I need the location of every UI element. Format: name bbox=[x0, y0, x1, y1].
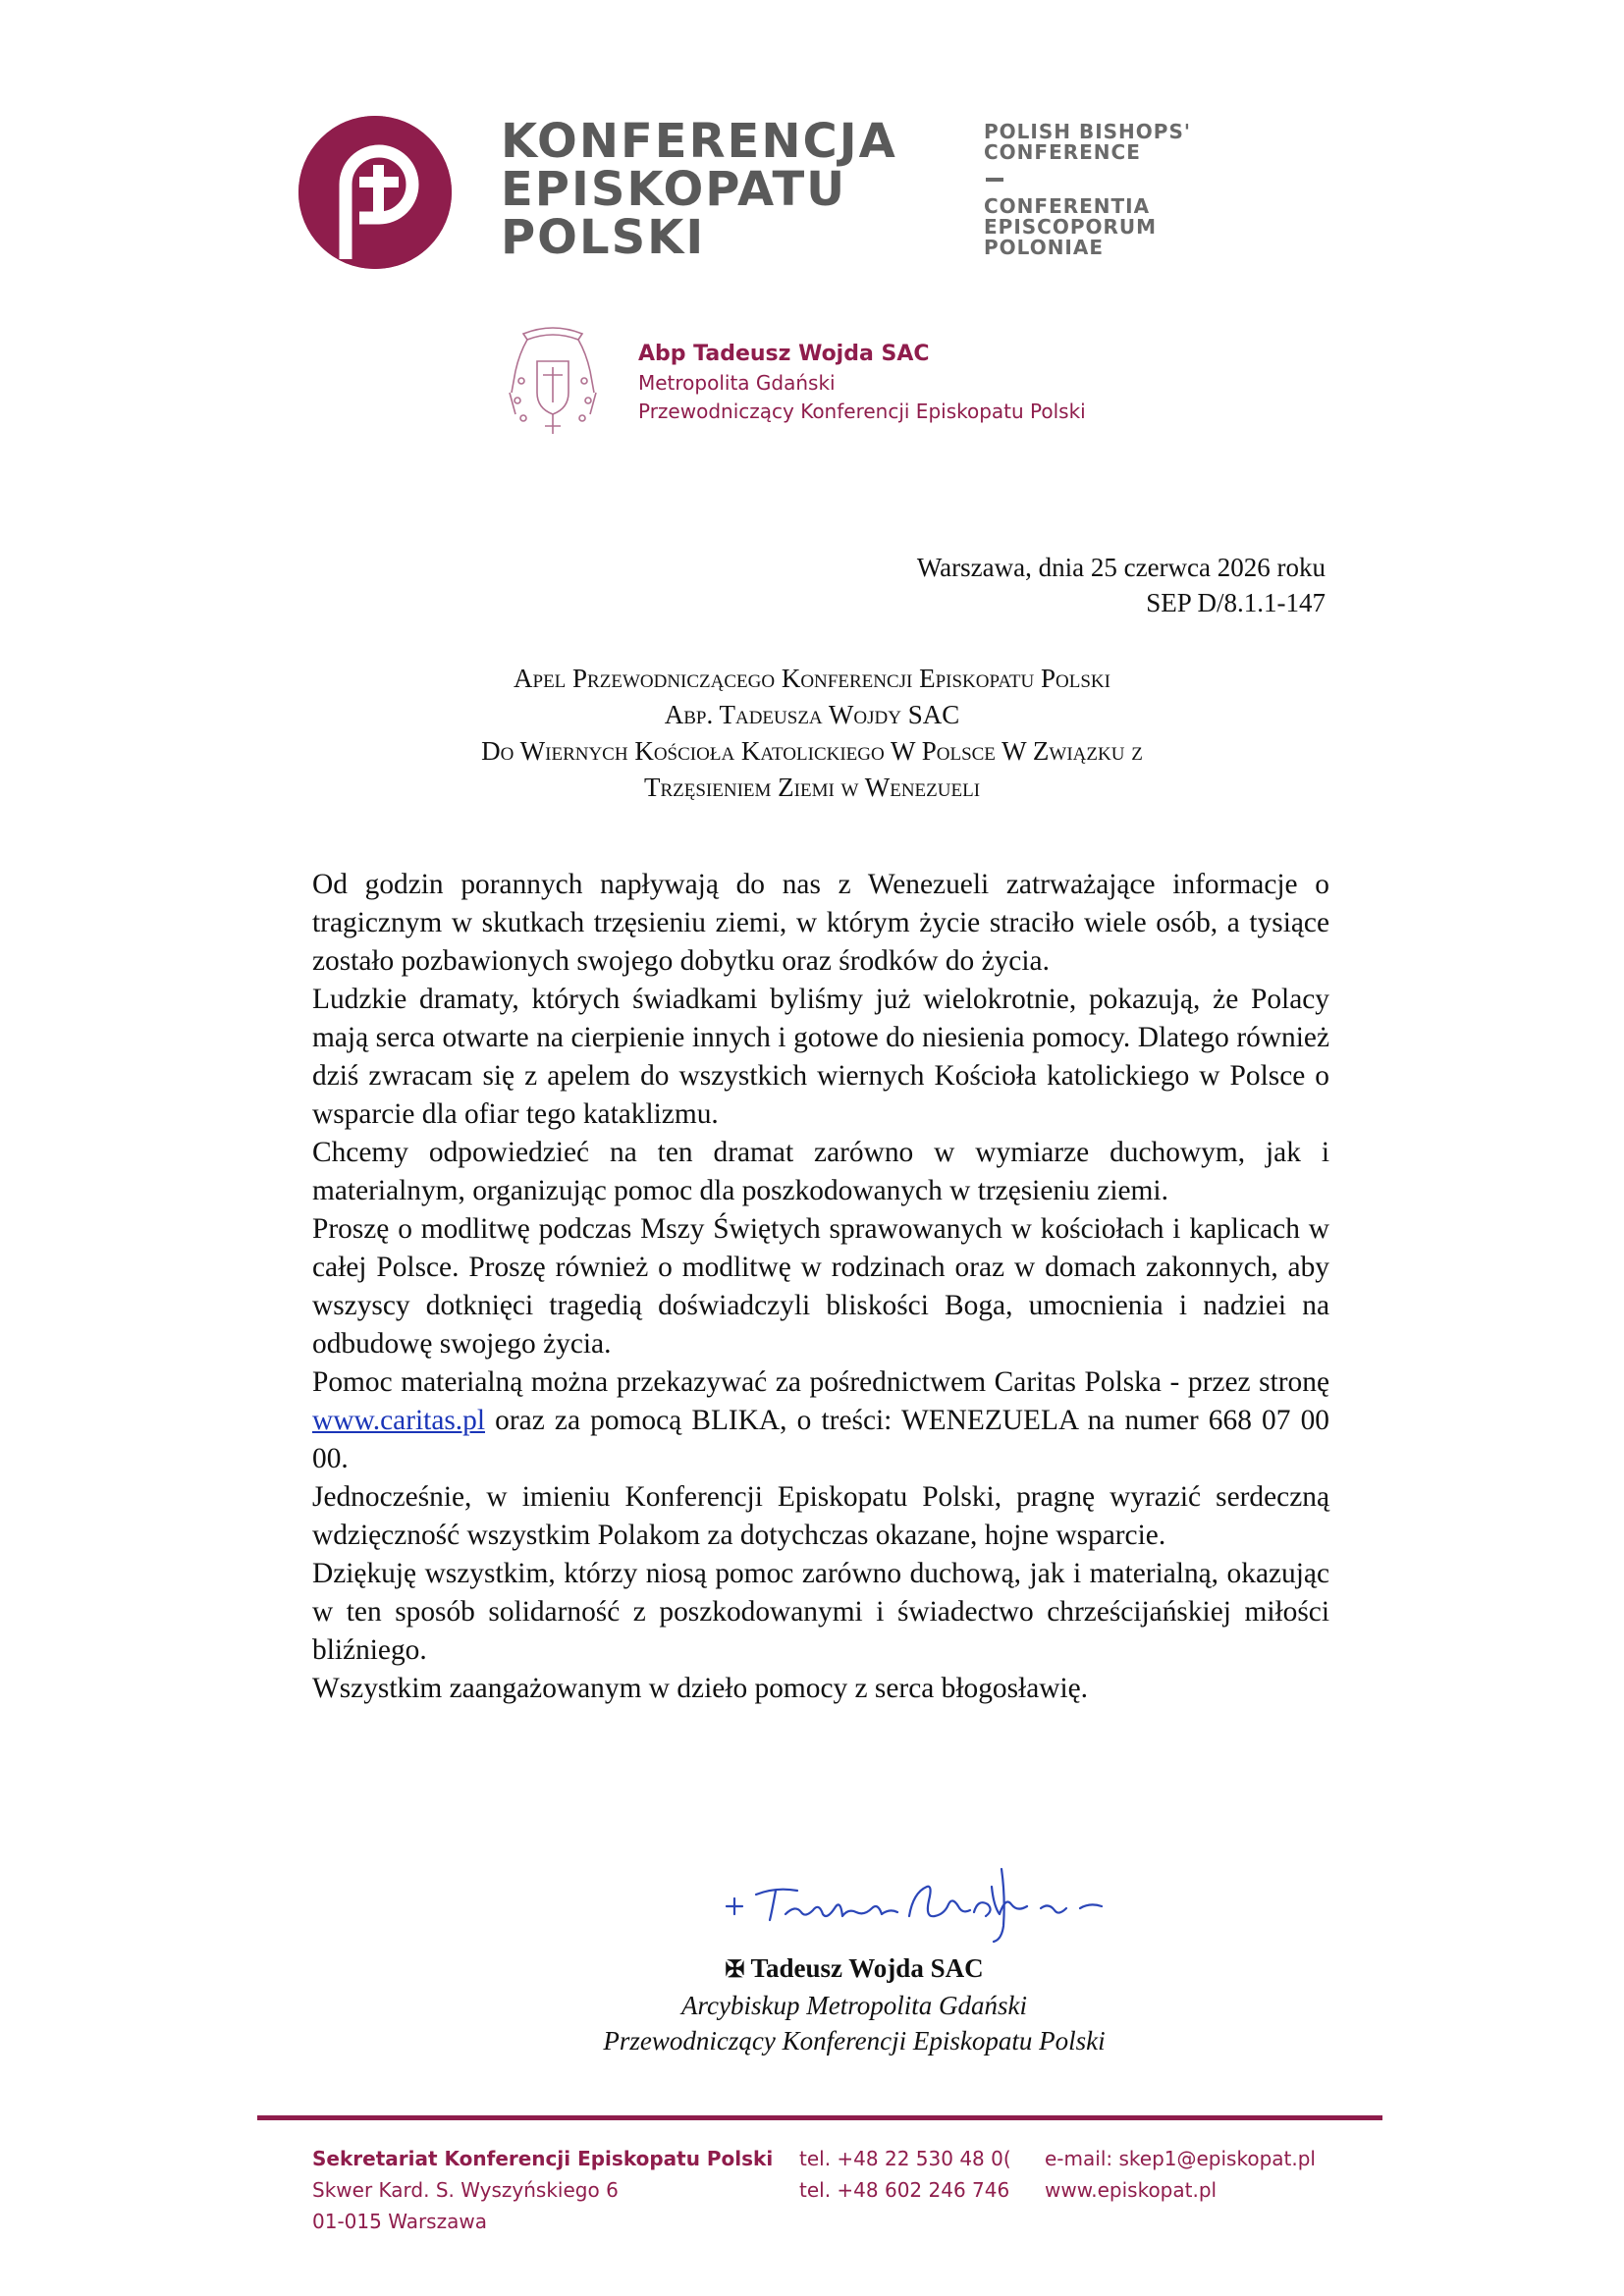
cross-pattee-icon: ✠ bbox=[725, 1957, 745, 1983]
english-name-line: CONFERENCE bbox=[984, 140, 1141, 164]
coat-of-arms-icon bbox=[506, 324, 600, 444]
footer-divider bbox=[257, 2115, 1382, 2120]
signatory-name: Tadeusz Wojda SAC bbox=[750, 1953, 984, 1983]
signatory-role: Przewodniczący Konferencji Episkopatu Polski bbox=[603, 2026, 1106, 2056]
handwritten-signature bbox=[717, 1857, 1129, 1946]
title-line: Do Wiernych Kościoła Katolickiego W Polsce W Związku z bbox=[481, 736, 1143, 766]
title-line: Trzęsieniem Ziemi w Wenezueli bbox=[643, 773, 981, 802]
conference-logo-icon bbox=[298, 116, 452, 269]
footer-phones bbox=[799, 2143, 1011, 2206]
footer-street: Skwer Kard. S. Wyszyńskiego 6 bbox=[312, 2178, 619, 2202]
body-paragraph: Wszystkim zaangażowanym w dzieło pomocy z serca błogosławię. bbox=[312, 1673, 1089, 1704]
signatory-role: Arcybiskup Metropolita Gdański bbox=[681, 1991, 1027, 2020]
wordmark-line: EPISKOPATU bbox=[501, 162, 847, 217]
footer-contact bbox=[1045, 2143, 1316, 2206]
latin-name bbox=[984, 196, 1157, 258]
archbishop-title: Przewodniczący Konferencji Episkopatu Polski bbox=[638, 400, 1086, 423]
paragraph-text: oraz za pomocą BLIKA, o treści: WENEZUELA na numer 668 07 00 00. bbox=[312, 1405, 1329, 1474]
latin-name-line: POLONIAE bbox=[984, 236, 1105, 259]
body-paragraph: Ludzkie dramaty, których świadkami byliśmy już wielokrotnie, pokazują, że Polacy mają serca otwarte na cierpienie innych i gotowe do niesienia pomocy. Dlatego również dziś zwracam się z apelem do wszystkich wiernych Kościoła katolickiego w Polsce o wsparcie dla ofiar tego kataklizmu. bbox=[312, 984, 1329, 1130]
letter-body bbox=[312, 866, 1329, 1708]
body-paragraph bbox=[312, 1363, 1329, 1478]
footer-phone: tel. +48 22 530 48 0( bbox=[799, 2147, 1011, 2170]
footer-org: Sekretariat Konferencji Episkopatu Polski bbox=[312, 2147, 774, 2170]
reference-number: SEP D/8.1.1-147 bbox=[1146, 588, 1326, 617]
footer-email[interactable]: e-mail: skep1@episkopat.pl bbox=[1045, 2147, 1316, 2170]
footer-phone: tel. +48 602 246 746 bbox=[799, 2178, 1010, 2202]
wordmark-line: KONFERENCJA bbox=[501, 114, 897, 169]
title-line: Abp. Tadeusza Wojdy SAC bbox=[664, 700, 960, 729]
conference-wordmark bbox=[501, 114, 897, 265]
body-paragraph: Jednocześnie, w imieniu Konferencji Episkopatu Polski, pragnę wyrazić serdeczną wdzięczność wszystkim Polakom za dotychczas okazane, hojne wsparcie. bbox=[312, 1481, 1329, 1551]
footer-address bbox=[312, 2143, 773, 2237]
english-name bbox=[984, 122, 1191, 163]
caritas-link[interactable]: www.caritas.pl bbox=[312, 1405, 486, 1436]
archbishop-letterhead bbox=[638, 340, 1086, 426]
archbishop-title: Metropolita Gdański bbox=[638, 371, 836, 395]
document-title bbox=[295, 661, 1329, 806]
cross-in-circle-logo bbox=[298, 116, 452, 269]
footer-city: 01-015 Warszawa bbox=[312, 2210, 487, 2233]
paragraph-text: Pomoc materialną można przekazywać za pośrednictwem Caritas Polska - przez stronę bbox=[312, 1366, 1329, 1398]
signature-block bbox=[579, 1950, 1129, 2058]
english-name-line: POLISH BISHOPS' bbox=[984, 120, 1191, 143]
body-paragraph: Chcemy odpowiedzieć na ten dramat zarówno w wymiarze duchowym, jak i materialnym, organizując pomoc dla poszkodowanych w trzęsieniu ziemi. bbox=[312, 1137, 1329, 1206]
body-paragraph: Od godzin porannych napływają do nas z Wenezueli zatrważające informacje o tragicznym w skutkach trzęsieniu ziemi, w którym życie straciło wiele osób, a tysiące zostało pozbawionych swojego dobytku oraz środków do życia. bbox=[312, 869, 1329, 977]
logo-divider bbox=[986, 178, 1003, 182]
latin-name-line: CONFERENTIA bbox=[984, 194, 1151, 218]
footer-website[interactable]: www.episkopat.pl bbox=[1045, 2178, 1218, 2202]
latin-name-line: EPISCOPORUM bbox=[984, 215, 1158, 239]
body-paragraph: Dziękuję wszystkim, którzy niosą pomoc zarówno duchową, jak i materialną, okazując w ten sposób solidarność z poszkodowanymi i świadectwo chrześcijańskiej miłości bliźniego. bbox=[312, 1558, 1329, 1666]
date-text: Warszawa, dnia 25 czerwca 2026 roku bbox=[916, 553, 1326, 582]
signatory-name-line bbox=[579, 1950, 1129, 1988]
dateline bbox=[917, 550, 1326, 620]
archbishop-name: Abp Tadeusz Wojda SAC bbox=[638, 342, 930, 366]
body-paragraph: Proszę o modlitwę podczas Mszy Świętych sprawowanych w kościołach i kaplicach w całej Polsce. Proszę również o modlitwę w rodzinach oraz w domach zakonnych, aby wszyscy dotknięci tragedią doświadczyli bliskości Boga, umocnienia i nadziei na odbudowę swojego życia. bbox=[312, 1213, 1329, 1360]
title-line: Apel Przewodniczącego Konferencji Episkopatu Polski bbox=[514, 664, 1110, 693]
wordmark-line: POLSKI bbox=[501, 210, 706, 265]
